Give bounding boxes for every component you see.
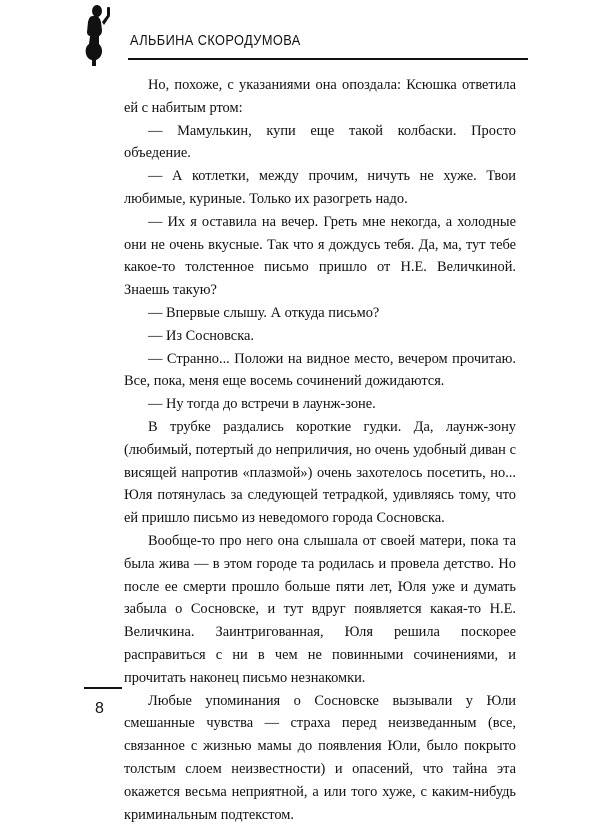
paragraph: Любые упоминания о Сосновске вызывали у Юли смешанные чувства — страха перед неизведанным (все, связанное с жизнью мамы до появления Юли, было покрыто толстым слоем неизвестности) и опасений, что тайна эта окажется весьма неприятной, а или того хуже, с каким-нибудь криминальным подтекстом. bbox=[124, 692, 516, 823]
footer-rule bbox=[84, 687, 122, 689]
paragraph: — А котлетки, между прочим, ничуть не хуже. Твои любимые, куриные. Только их разогреть надо. bbox=[124, 168, 516, 207]
body-text bbox=[124, 74, 516, 826]
paragraph: — Странно... Положи на видное место, вечером прочитаю. Все, пока, меня еще восемь сочинений дожидаются. bbox=[124, 350, 516, 390]
paragraph: — Мамулькин, купи еще такой колбаски. Просто объедение. bbox=[124, 122, 516, 162]
paragraph: Но, похоже, с указаниями она опоздала: Ксюшка ответила ей с набитым ртом: bbox=[124, 77, 516, 116]
author-name: АЛЬБИНА СКОРОДУМОВА bbox=[130, 32, 301, 49]
header-rule bbox=[128, 58, 528, 60]
paragraph: — Их я оставила на вечер. Греть мне некогда, а холодные они не очень вкусные. Так что я дождусь тебя. Да, ма, тут тебе какое-то толстенное письмо пришло от Н.Е. Величкиной. Знаешь такую? bbox=[124, 213, 516, 299]
paragraph: — Впервые слышу. А откуда письмо? bbox=[148, 304, 380, 321]
paragraph: — Ну тогда до встречи в лаунж-зоне. bbox=[148, 396, 376, 413]
paragraph: В трубке раздались короткие гудки. Да, лаунж-зону (любимый, потертый до неприличия, но очень удобный диван с висящей напротив «плазмой») очень захотелось посетить, но... Юля потянулась за следующей тетрадкой, удивляясь тому, что ей пришло письмо из неведомого города Сосновска. bbox=[124, 418, 516, 527]
paragraph: Вообще-то про него она слышала от своей матери, пока та была жива — в этом городе та родилась и провела детство. Но после ее смерти прошло больше пяти лет, Юля уже и думать забыла о Сосновске, и тут вдруг появляется какая-то Н.Е. Величкина. Заинтригованная, Юля решила поскорее расправиться с ни в чем не повинными сочинениями, и прочитать наконец письмо незнакомки. bbox=[124, 532, 516, 686]
woman-silhouette-icon bbox=[72, 4, 116, 68]
page-header bbox=[0, 0, 600, 70]
page-number: 8 bbox=[95, 700, 104, 717]
paragraph: — Из Сосновска. bbox=[148, 327, 254, 344]
